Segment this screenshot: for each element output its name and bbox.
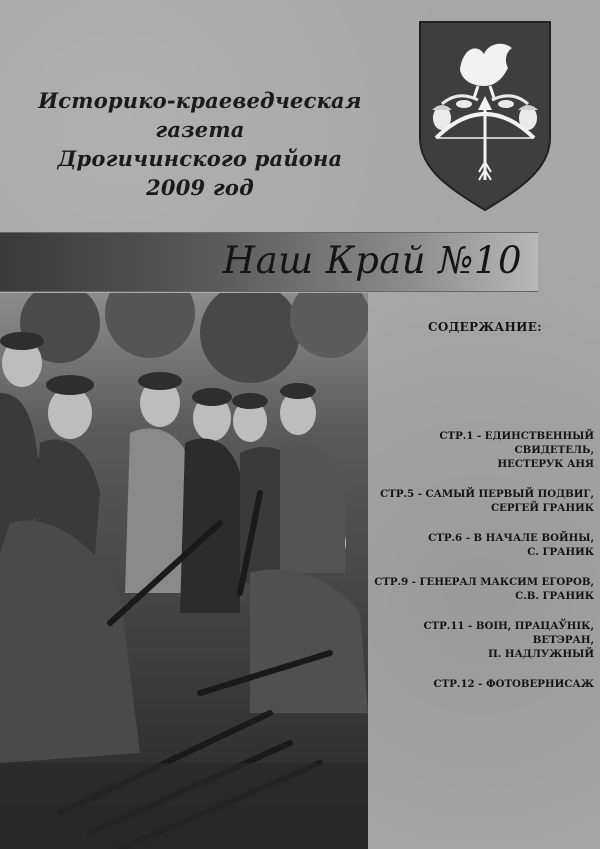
toc-entry-line: СТР.9 - ГЕНЕРАЛ МАКСИМ ЕГОРОВ,	[374, 576, 594, 588]
toc-heading: СОДЕРЖАНИЕ:	[428, 320, 542, 334]
toc-entry-author: НЕСТЕРУК АНЯ	[497, 458, 594, 470]
toc-entry	[372, 619, 598, 661]
toc-entry	[372, 429, 598, 471]
toc-entry	[372, 575, 598, 603]
masthead-line-1: Историко-краеведческая газета	[38, 88, 362, 142]
toc-entry-line: СТР.5 - САМЫЙ ПЕРВЫЙ ПОДВИГ,	[380, 488, 594, 500]
toc-entry-author: П. НАДЛУЖНЫЙ	[488, 648, 594, 660]
toc-entry	[372, 487, 598, 515]
table-of-contents	[372, 320, 598, 707]
toc-entry-line: СТР.11 - ВОІН, ПРАЦАЎНІК, ВЕТЭРАН,	[423, 620, 594, 646]
masthead	[0, 86, 400, 202]
masthead-line-2: Дрогичинского района	[57, 146, 343, 171]
toc-entry-author: С.В. ГРАНИК	[515, 590, 594, 602]
toc-entry-line: СТР.12 - ФОТОВЕРНИСАЖ	[433, 678, 594, 690]
toc-entry-line: СТР.6 - В НАЧАЛЕ ВОЙНЫ,	[428, 532, 594, 544]
toc-entry	[372, 677, 598, 691]
toc-entry-author: СЕРГЕЙ ГРАНИК	[490, 502, 594, 514]
toc-entry-line: СТР.1 - ЕДИНСТВЕННЫЙ СВИДЕТЕЛЬ,	[439, 430, 594, 456]
coat-of-arms-dove-bow-icon	[418, 20, 552, 212]
partisans-group-photo	[0, 293, 368, 849]
masthead-year: 2009 год	[146, 175, 254, 200]
title-band	[0, 232, 538, 292]
toc-entry-author: С. ГРАНИК	[527, 546, 594, 558]
toc-entry	[372, 531, 598, 559]
newspaper-title: Наш Край №10	[222, 239, 522, 282]
